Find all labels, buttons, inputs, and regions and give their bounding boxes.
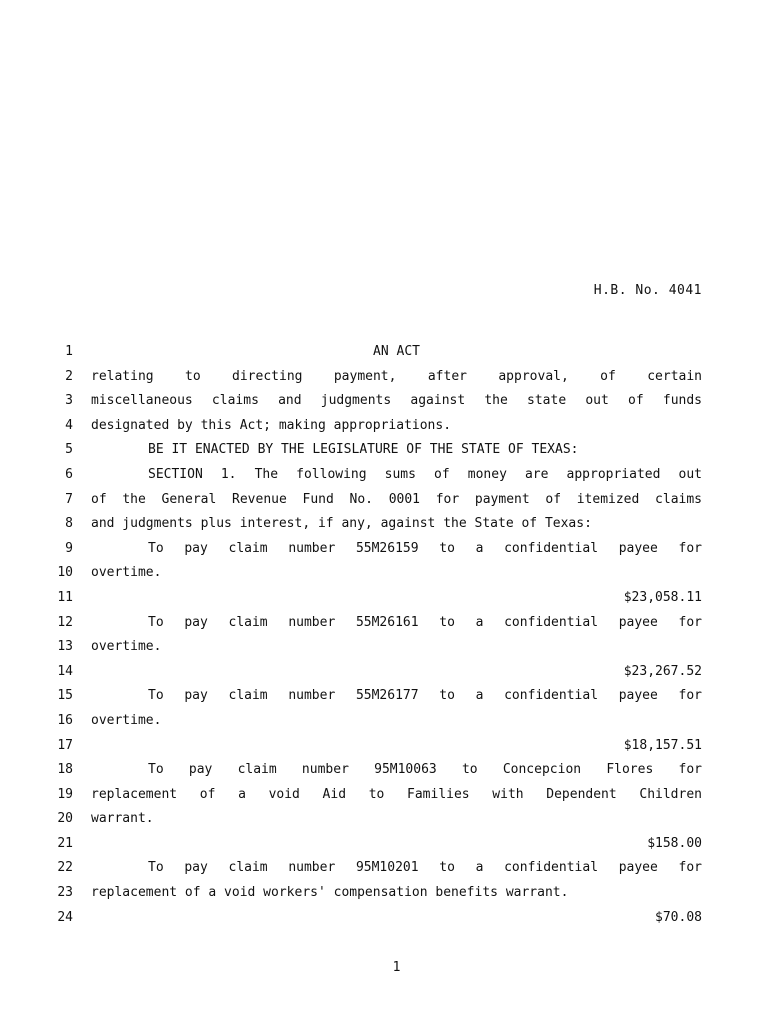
line-number: 17: [57, 737, 73, 753]
claim-amount: $23,058.11: [623, 589, 702, 605]
line-number: 5: [65, 442, 73, 458]
doc-line: [0, 586, 770, 611]
doc-line: [0, 734, 770, 759]
line-number: 1: [65, 344, 73, 359]
line-text: To pay claim number 55M26159 to a confidential payee for: [148, 540, 702, 556]
doc-line: [0, 611, 770, 636]
line-number: 2: [65, 368, 73, 384]
line-text: replacement of a void Aid to Families with Dependent Children: [91, 786, 702, 802]
line-number: 12: [57, 614, 73, 630]
line-number: 11: [57, 589, 73, 605]
doc-line: [0, 832, 770, 857]
line-number: 6: [65, 466, 73, 482]
claim-amount: $70.08: [655, 909, 702, 925]
line-text: designated by this Act; making appropriations.: [91, 417, 452, 433]
line-text: To pay claim number 95M10063 to Concepcion Flores for: [148, 762, 702, 778]
doc-line: [0, 881, 770, 906]
doc-line: [0, 488, 770, 513]
claim-amount: $18,157.51: [623, 737, 702, 753]
doc-line: [0, 684, 770, 709]
line-number: 8: [65, 516, 73, 532]
line-number: 20: [57, 811, 73, 827]
doc-line: [0, 635, 770, 660]
doc-line: [0, 512, 770, 537]
document-body: [0, 340, 770, 930]
line-text: To pay claim number 55M26177 to a confidential payee for: [148, 688, 702, 704]
line-text: of the General Revenue Fund No. 0001 for payment of itemized claims: [91, 491, 702, 507]
enacting-clause: BE IT ENACTED BY THE LEGISLATURE OF THE STATE OF TEXAS:: [148, 442, 579, 458]
line-text: overtime.: [91, 639, 162, 655]
line-number: 3: [65, 393, 73, 409]
line-text: relating to directing payment, after approval, of certain: [91, 368, 702, 384]
doc-line: [0, 906, 770, 931]
line-text: SECTION 1. The following sums of money are appropriated out: [148, 466, 702, 482]
claim-amount: $23,267.52: [623, 663, 702, 679]
page-number: 1: [392, 960, 401, 975]
line-text: To pay claim number 95M10201 to a confidential payee for: [148, 860, 702, 876]
doc-line: [0, 807, 770, 832]
line-number: 19: [57, 786, 73, 802]
doc-line: [0, 389, 770, 414]
line-number: 13: [57, 639, 73, 655]
line-text: To pay claim number 55M26161 to a confidential payee for: [148, 614, 702, 630]
line-number: 22: [57, 860, 73, 876]
doc-line: [0, 438, 770, 463]
line-number: 21: [57, 835, 73, 851]
doc-line: [0, 783, 770, 808]
doc-line: [0, 660, 770, 685]
doc-line: [0, 365, 770, 390]
line-text: and judgments plus interest, if any, against the State of Texas:: [91, 516, 592, 532]
line-number: 10: [57, 565, 73, 581]
doc-line: [0, 561, 770, 586]
line-number: 24: [57, 909, 73, 925]
line-number: 18: [57, 762, 73, 778]
line-text: overtime.: [91, 712, 162, 728]
line-number: 4: [65, 417, 73, 433]
bill-number: H.B. No. 4041: [593, 283, 702, 298]
line-number: 9: [65, 540, 73, 556]
claim-amount: $158.00: [647, 835, 702, 851]
line-number: 16: [57, 712, 73, 728]
doc-line: [0, 340, 770, 365]
doc-line: [0, 537, 770, 562]
doc-line: [0, 758, 770, 783]
line-text: overtime.: [91, 565, 162, 581]
doc-line: [0, 709, 770, 734]
line-number: 15: [57, 688, 73, 704]
doc-line: [0, 856, 770, 881]
line-number: 7: [65, 491, 73, 507]
line-text: miscellaneous claims and judgments against the state out of funds: [91, 393, 702, 409]
line-text: replacement of a void workers' compensation benefits warrant.: [91, 885, 569, 901]
line-number: 14: [57, 663, 73, 679]
doc-line: [0, 414, 770, 439]
line-number: 23: [57, 885, 73, 901]
line-text: warrant.: [91, 811, 154, 827]
doc-line: [0, 463, 770, 488]
act-title: AN ACT: [373, 344, 420, 359]
